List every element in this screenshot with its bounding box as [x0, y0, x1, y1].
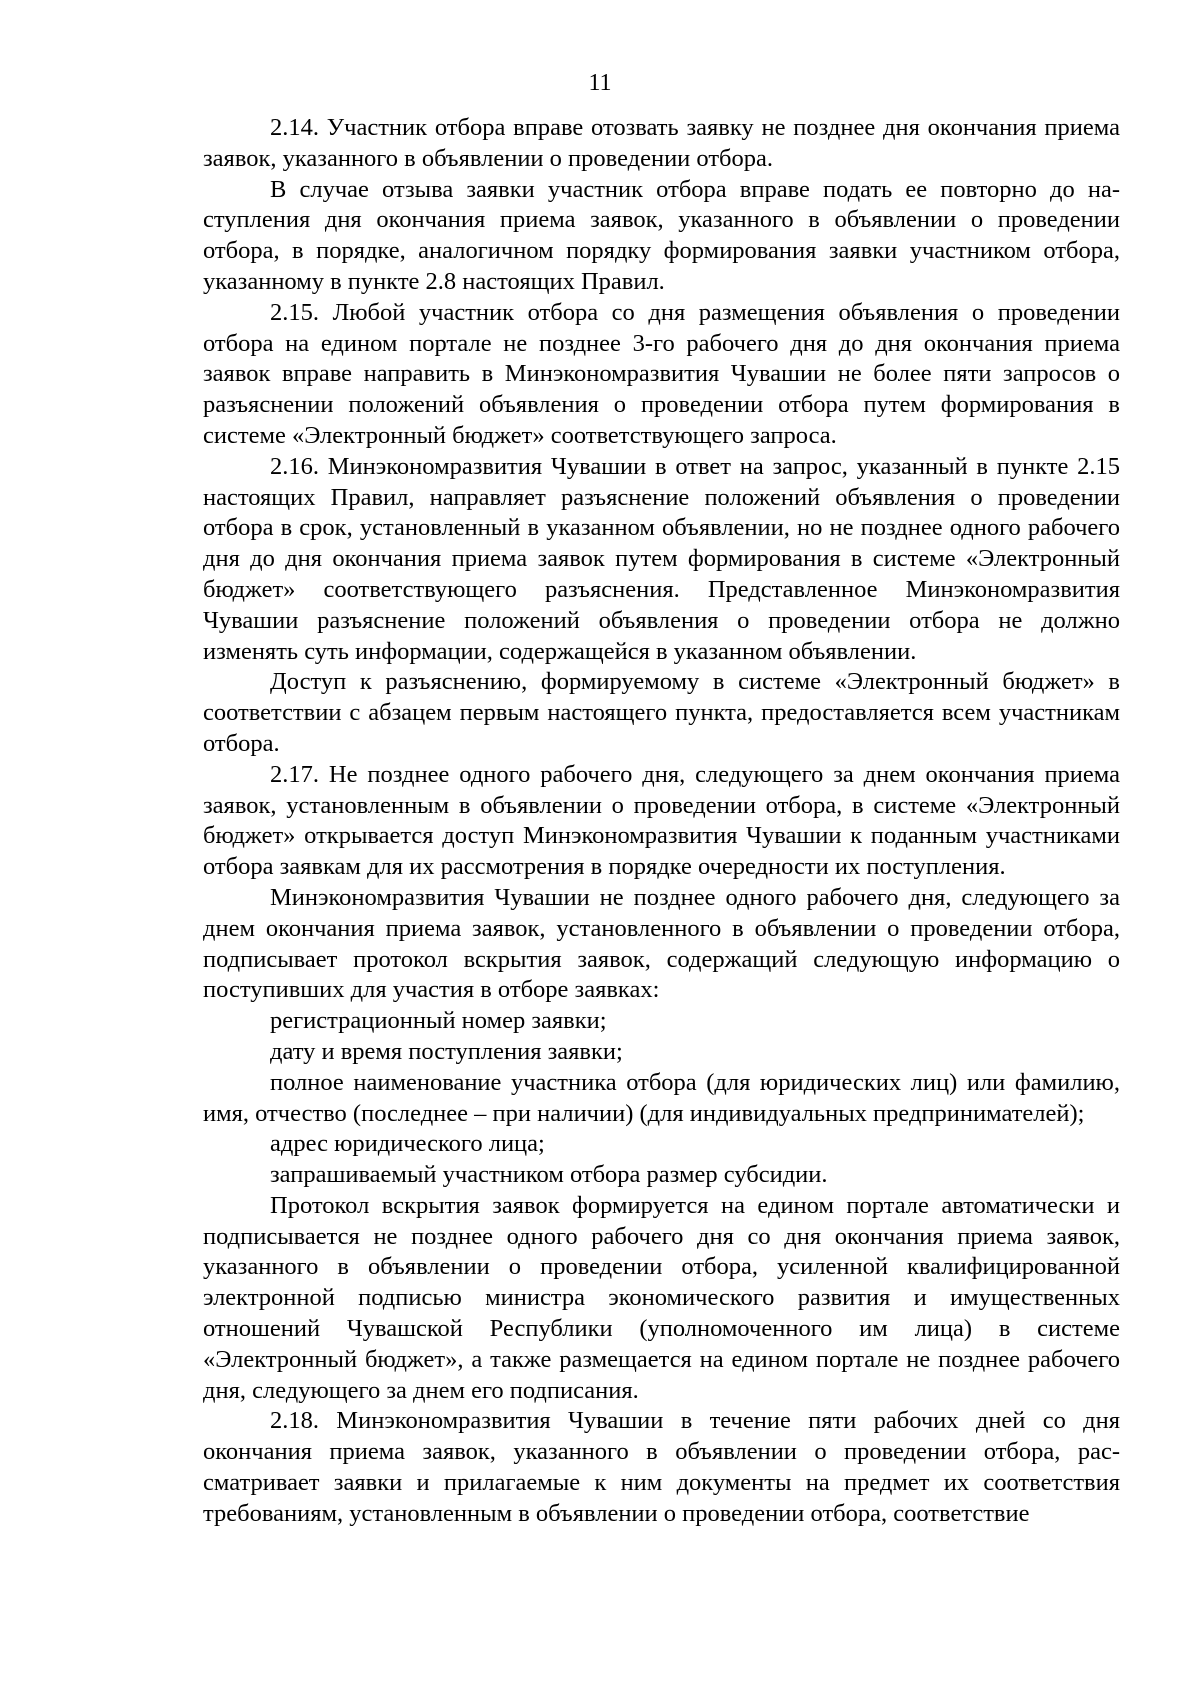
list-item-date-time: дату и время поступления заявки; [270, 1037, 623, 1065]
list-item-full-name: полное наименование участника отбора (для юридических лиц) или фамилию, имя, отчество (последнее – при наличии) (для индивидуальных предпринимателей); [203, 1068, 1120, 1127]
list-item-registration-number: регистрационный номер заявки; [270, 1007, 607, 1035]
paragraph-2-18: 2.18. Минэкономразвития Чувашии в течение пяти рабочих дней со дня окончания приема заявок, указанного в объявлении о проведении отбора, рассматривает заявки и прилагаемые к ним документы на предмет их соответствия требованиям, установленным в объявлении о проведении отбора, соответствие [203, 1407, 1120, 1527]
paragraph-withdrawal: В случае отзыва заявки участник отбора вправе подать ее повторно до наступления дня окончания приема заявок, указанного в объявлении о проведении отбора, в порядке, аналогичном порядку формирования заявки участником отбора, указанному в пункте 2.8 настоящих Правил. [203, 175, 1120, 295]
paragraph-access: Доступ к разъяснению, формируемому в системе «Электронный бюджет» в соответствии с абзацем первым настоящего пункта, предоставляется всем участникам отбора. [203, 668, 1120, 757]
paragraph-2-14: 2.14. Участник отбора вправе отозвать заявку не позднее дня окончания приема заявок, указанного в объявлении о проведении отбора. [203, 114, 1120, 172]
paragraph-2-16: 2.16. Минэкономразвития Чувашии в ответ на запрос, указанный в пункте 2.15 настоящих Правил, направляет разъяснение положений объявления о проведении отбора в срок, установленный в указанном объявлении, но не позднее одного рабочего дня до дня окончания приема заявок путем формирования в системе «Электронный бюджет» соответствующего разъяснения. Представленное Минэкономразвития Чувашии разъяснение положений объявления о проведении отбора не должно изменять суть информации, содержащейся в указанном объявлении. [203, 452, 1120, 665]
list-item-address: адрес юридического лица; [270, 1130, 545, 1158]
page-number: 11 [588, 70, 612, 96]
paragraph-protocol-portal: Протокол вскрытия заявок формируется на едином портале автоматически и подписывается не позднее одного рабочего дня со дня окончания приема заявок, указанного в объявлении о проведении отбора, усиленной квалифицированной электронной подписью министра экономического развития и имущественных отношений Чувашской Республики (уполномоченного им лица) в системе «Электронный бюджет», а также размещается на едином портале не позднее рабочего дня, следующего за днем его подписания. [203, 1191, 1120, 1404]
list-item-subsidy-amount: запрашиваемый участником отбора размер субсидии. [270, 1161, 828, 1189]
paragraph-2-17: 2.17. Не позднее одного рабочего дня, следующего за днем окончания приема заявок, установленным в объявлении о проведении отбора, в системе «Электронный бюджет» открывается доступ Минэкономразвития Чувашии к поданным участниками отбора заявкам для их рассмотрения в порядке очередности их поступления. [203, 760, 1120, 881]
paragraph-2-15: 2.15. Любой участник отбора со дня размещения объявления о проведении отбора на едином портале не позднее 3-го рабочего дня до дня окончания приема заявок вправе направить в Минэкономразвития Чувашии не более пяти запросов о разъяснении положений объявления о проведении отбора путем формирования в системе «Электронный бюджет» соответствующего запроса. [203, 298, 1120, 449]
paragraph-protocol-signing: Минэкономразвития Чувашии не позднее одного рабочего дня, следующего за днем окончания приема заявок, установленного в объявлении о проведении отбора, подписывает протокол вскрытия заявок, содержащий следующую информацию о поступивших для участия в отборе заявках: [203, 883, 1120, 1004]
document-body [203, 113, 1120, 1530]
